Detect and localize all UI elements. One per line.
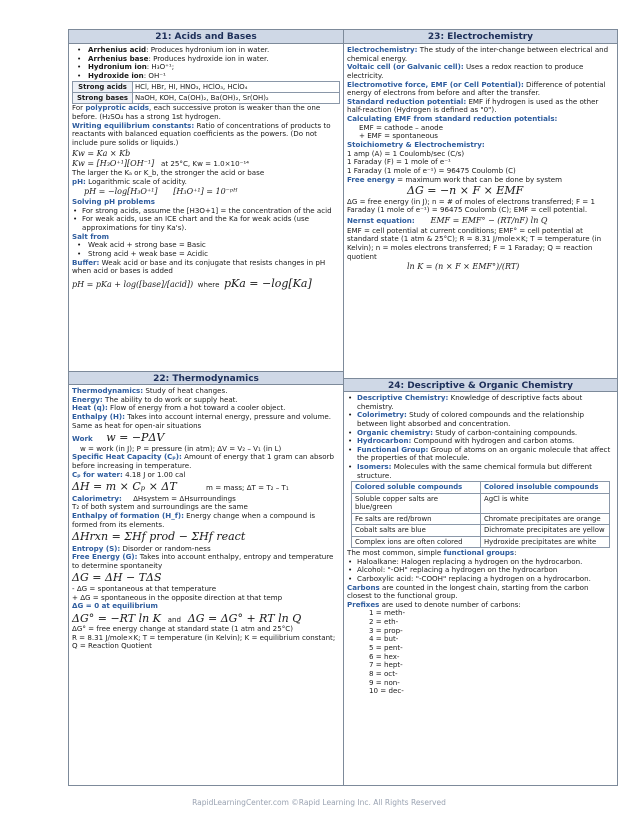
text: The study of the inter-change between electrical and chemical energy. [347,45,609,63]
isomers-item [347,463,614,480]
g-emf-definition: ΔG = free energy (in J); n = # of moles of electrons transferred; F = 1 Faraday (1 mole of e⁻¹) = 96475 Coulomb (C); EMF = cell potential. [347,196,596,215]
text: Knowledge of descriptive facts about chemistry. [357,393,583,411]
solving-item-weak: • For weak acids, use an ICE chart and the Ka for weak acids (use approximations for tiny Ka's). [72,215,340,232]
table-header: Colored soluble compounds [352,482,481,493]
equation-g-emf: ΔG = −n × F × EMF [407,184,524,198]
term: Work [72,434,93,444]
term: Calorimetry: [72,493,122,503]
section-24-title: 24: Descriptive & Organic Chemistry [344,378,617,392]
text: For [72,103,86,113]
free-energy-line [347,176,614,185]
text: Takes into account enthalpy, entropy and temperature to determine spontaneity [72,552,334,570]
term: Hydronium ion [88,62,147,72]
table-cell: Complex ions are often colored [352,536,481,547]
equation-pka: pKa = −log[Ka] [223,276,312,290]
free-energy-line [72,553,340,570]
and-word: and [167,614,182,624]
polyprotic-paragraph [72,104,340,121]
term: Enthalpy (H): [72,411,125,421]
term: Standard reduction potential: [347,96,467,106]
text: Takes into account internal energy, pressure and volume. Same as heat for open-air situations [72,411,332,430]
table-cell: Soluble copper salts are blue/green [352,493,481,513]
list-item: 3 = prop- [369,625,403,635]
ka-kb-strength-line: The larger the Kₐ or K_b, the stronger the acid or base [72,168,265,178]
equation-lnk: ln K = (n × F × EMF°)/(RT) [407,262,520,272]
voltaic-line [347,63,614,80]
text: Weak acid or base and its conjugate that resists changes in pH when acid or bases is added [72,257,326,276]
text: Compound with hydrogen and carbon atoms. [411,436,575,446]
list-item: 8 = oct- [369,668,398,678]
salt-item-acidic: • Strong acid + weak base = Acidic [72,250,340,259]
carbons-line [347,584,614,601]
text: = maximum work that can be done by system [394,174,563,184]
term: Prefixes [347,599,380,609]
term: Descriptive Chemistry: [357,393,449,402]
table-cell: Hydroxide precipitates are white [481,536,610,547]
term: Colorimetry: [357,410,407,420]
equation-gibbs: ΔG = ΔH − TΔS [72,571,162,585]
ph-equations-row [72,187,340,197]
table-key: Strong acids [73,81,133,92]
term: Electromotive force, EMF (or Cell Potential): [347,79,524,89]
cp-water-line [72,471,340,480]
section-23-title: 23: Electrochemistry [344,30,617,44]
text: Study of heat changes. [143,386,228,395]
term: Heat (q): [72,403,108,413]
enthalpy-formation-line [72,512,340,529]
term: Energy: [72,394,103,404]
equation-calorimetry: ΔHsystem = ΔHsurroundings [133,493,236,503]
colored-compounds-table [351,481,610,548]
writing-constants-paragraph [72,122,340,148]
stoich-item: 1 Faraday (1 mole of e⁻¹) = 96475 Coulomb (C) [347,165,516,175]
equation-nernst: EMF = EMF° − (RT/nF) ln Q [430,215,548,225]
section-22-title: 22: Thermodynamics [69,371,343,385]
henderson-row [72,277,340,290]
nernst-row [347,216,614,226]
g-zero-line: ΔG = 0 at equilibrium [72,601,158,611]
prefix-list [347,609,614,695]
term: Isomers: [357,462,392,472]
text: 4.18 J or 1.00 cal [122,469,186,479]
strong-acids-bases-table [72,81,340,105]
calc-emf-title: Calculating EMF from standard reduction potentials: [347,114,558,124]
section-22-body [69,385,343,653]
ph-definition [72,178,340,187]
term: Enthalpy of formation (H_f): [72,510,184,520]
g-negative-line: - ΔG = spontaneous at that temperature [72,583,217,593]
term: Entropy (S): [72,543,121,553]
equation-ph: pH = −log[H₃O⁺¹] [84,187,158,197]
equation-henderson: pH = pKa + log([base]/[acid]) [72,279,194,289]
text: Energy change when a compound is formed from its elements. [72,510,316,529]
g-standard-definition: ΔG° = free energy change at standard state (1 atm and 25°C) [72,624,293,634]
buffer-paragraph [72,259,340,276]
reduction-potential-line [347,98,614,115]
table-header-row [352,482,610,493]
text: Flow of energy from a hot toward a cooler object. [107,403,286,413]
equation-g-current: ΔG = ΔG° + RT ln Q [187,611,302,625]
term: polyprotic acids [85,103,150,113]
table-row [73,92,340,103]
equation-dh: ΔH = m × Cₚ × ΔT [72,480,177,494]
calorimetry-text: T₂ of both system and surroundings are the same [72,502,248,512]
term: Nernst equation: [347,215,415,225]
table-key: Strong bases [73,92,133,103]
text: , each successive proton is weaker than the one before. (H₂SO₄ has a strong 1st hydrogen. [72,103,321,122]
bullet-hydroxide [72,72,340,81]
cheat-sheet [68,29,618,786]
table-row [352,493,610,513]
section-21-title: 21: Acids and Bases [69,30,343,44]
text: EMF if hydrogen is used as the other half-reaction (Hydrogen is defined as "0"). [347,96,599,115]
term: Functional Group: [357,444,429,454]
text: Study of carbon-containing compounds. [433,427,578,437]
emf-line [347,81,614,98]
definition: : OH⁻¹ [143,70,166,80]
left-column [69,30,343,785]
calc-item: EMF = cathode – anode [359,122,443,132]
work-definition: w = work (in J); P = pressure (in atm); ΔV = V₂ – V₁ (in L) [80,443,282,453]
table-row [352,536,610,547]
dh-row [72,480,340,493]
list-item: 9 = non- [369,677,400,687]
definition: : Produces hydronium ion in water. [146,45,270,54]
text: The most common, simple [347,547,444,557]
term: Thermodynamics: [72,386,144,395]
r-definition: R = 8.31 J/mole×K; T = temperature (in Kelvin); K = equilibrium constant; Q = Reaction Quotient [72,632,336,651]
table-row [73,81,340,92]
term: Cₚ for water: [72,469,123,479]
enthalpy-line [72,413,340,430]
term: Arrhenius base [88,53,149,63]
fg-item-alcohol: • Alcohol: "-OH" replacing a hydrogen on the hydrocarbon [347,566,614,575]
text: Difference of potential energy of electrons from before and after the transfer. [347,79,606,98]
table-row [352,513,610,524]
definition: : H₃O⁺¹; [146,62,175,72]
table-cell: Cobalt salts are blue [352,525,481,536]
text: Group of atoms on an organic molecule that affect the properties of that molecule. [357,444,611,463]
descriptive-chem-item [347,394,614,411]
text: are used to denote number of carbons: [379,599,521,609]
text: Amount of energy that 1 gram can absorb before increasing in temperature. [72,452,334,470]
table-value: HCl, HBr, HI, HNO₃, HClO₃, HClO₄ [133,81,340,92]
text: The ability to do work or supply heat. [102,394,238,404]
electrochem-line [347,46,614,63]
stoich-title: Stoichiometry & Electrochemistry: [347,140,485,150]
where-word: where [197,279,220,289]
term: pH: [72,176,86,186]
nernst-definition: EMF = cell potential at current conditions; EMF° = cell potential at standard state (1 atm & 25°C); R = 8.31 J/mole×K; T = temperature (in Kelvin); n = moles electrons transferred; F = 1 Faraday; Q = reaction quotient [347,225,602,261]
equation-h3o: [H₃O⁺¹] = 10⁻ᵖᴴ [173,187,238,197]
list-item: 7 = hept- [369,660,403,670]
solving-item-strong: • For strong acids, assume the [H3O+1] = the concentration of the acid [72,207,340,216]
equation-kw-ka-kb: Kw = Ka × Kb [72,148,131,158]
list-item: 6 = hex- [369,651,400,661]
table-header: Colored insoluble compounds [481,482,610,493]
stoich-item: 1 amp (A) = 1 Coulomb/sec (C/s) [347,148,465,158]
list-item: 1 = meth- [369,608,406,618]
equation-kw-ions: Kw = [H₃O⁺¹][OH⁻¹] [72,159,155,169]
text: Disorder or random-ness [120,543,211,553]
term: Arrhenius acid [88,45,147,54]
term: Free Energy (G): [72,552,138,562]
right-column [343,30,617,785]
footer-copyright: RapidLearningCenter.com ©Rapid Learning Inc. All Rights Reserved [192,798,446,807]
equation-work: w = −PΔV [106,431,165,445]
section-21-body [69,44,343,371]
fg-item-haloalkane: • Haloalkane: Halogen replacing a hydrogen on the hydrocarbon. [347,558,614,567]
term: Organic chemistry: [357,427,434,437]
list-item: 10 = dec- [369,686,404,696]
section-24-body [344,392,617,698]
work-row [72,431,340,444]
table-value: NaOH, KOH, Ca(OH)₂, Ba(OH)₂, Sr(OH)₂ [133,92,340,103]
g-equations-row [72,612,340,625]
table-cell: Fe salts are red/brown [352,513,481,524]
definition: : Produces hydroxide ion in water. [148,53,269,63]
salt-title: Salt from [72,231,110,241]
section-23-body [344,44,617,378]
list-item: 4 = but- [369,634,399,644]
equation-note: at 25°C, Kw = 1.0×10⁻¹⁴ [161,159,250,169]
text: Uses a redox reaction to produce electricity. [347,62,584,80]
table-row [352,525,610,536]
term: Free energy [347,174,395,184]
list-item: 2 = eth- [369,617,399,627]
term: Electrochemistry: [347,45,418,54]
table-cell: AgCl is white [481,493,610,513]
term: Hydrocarbon: [357,436,412,446]
g-positive-line: + ΔG = spontaneous in the opposite direction at that temp [72,592,283,602]
table-cell: Chromate precipitates are orange [481,513,610,524]
term: Hydroxide ion [88,70,144,80]
term: Specific Heat Capacity (Cₚ): [72,452,182,462]
equation-note: m = mass; ΔT = T₂ – T₁ [206,483,289,493]
term: functional groups [443,547,515,557]
text: Molecules with the same chemical formula but different structure. [357,462,592,480]
calc-item: + EMF = spontaneous [359,131,438,141]
functional-group-item [347,446,614,463]
equation-hrxn: ΔHrxn = ΣHf prod − ΣHf react [72,530,246,544]
stoich-item: 1 Faraday (F) = 1 mole of e⁻¹ [347,157,451,167]
fg-item-carboxylic: • Carboxylic acid: "-COOH" replacing a hydrogen on a hydrocarbon. [347,575,614,584]
solving-ph-title: Solving pH problems [72,197,155,207]
functional-groups-intro: The most common, simple functional groups: [347,547,517,557]
text: Ratio of concentrations of products to reactants with balanced equation coefficients as the powers. (Do not include pure solids or liquids.) [72,120,331,147]
salt-item-basic: • Weak acid + strong base = Basic [72,241,340,250]
heat-capacity-line [72,453,340,470]
text: are counted in the longest chain, starting from the carbon closest to the functional group. [347,582,589,601]
term: Carbons [347,582,380,592]
table-cell: Dichromate precipitates are yellow [481,525,610,536]
colorimetry-item [347,411,614,428]
colored-compounds-wrapper [347,480,614,549]
term: Voltaic cell (or Galvanic cell): [347,62,464,72]
term: Buffer: [72,257,100,267]
list-item: 5 = pent- [369,642,403,652]
term: Writing equilibrium constants: [72,120,195,130]
text: Logarithmic scale of acidity. [85,176,187,186]
equation-g-standard: ΔG° = −RT ln K [72,611,161,625]
text: Study of colored compounds and the relationship between light absorbed and concentration. [357,410,585,428]
